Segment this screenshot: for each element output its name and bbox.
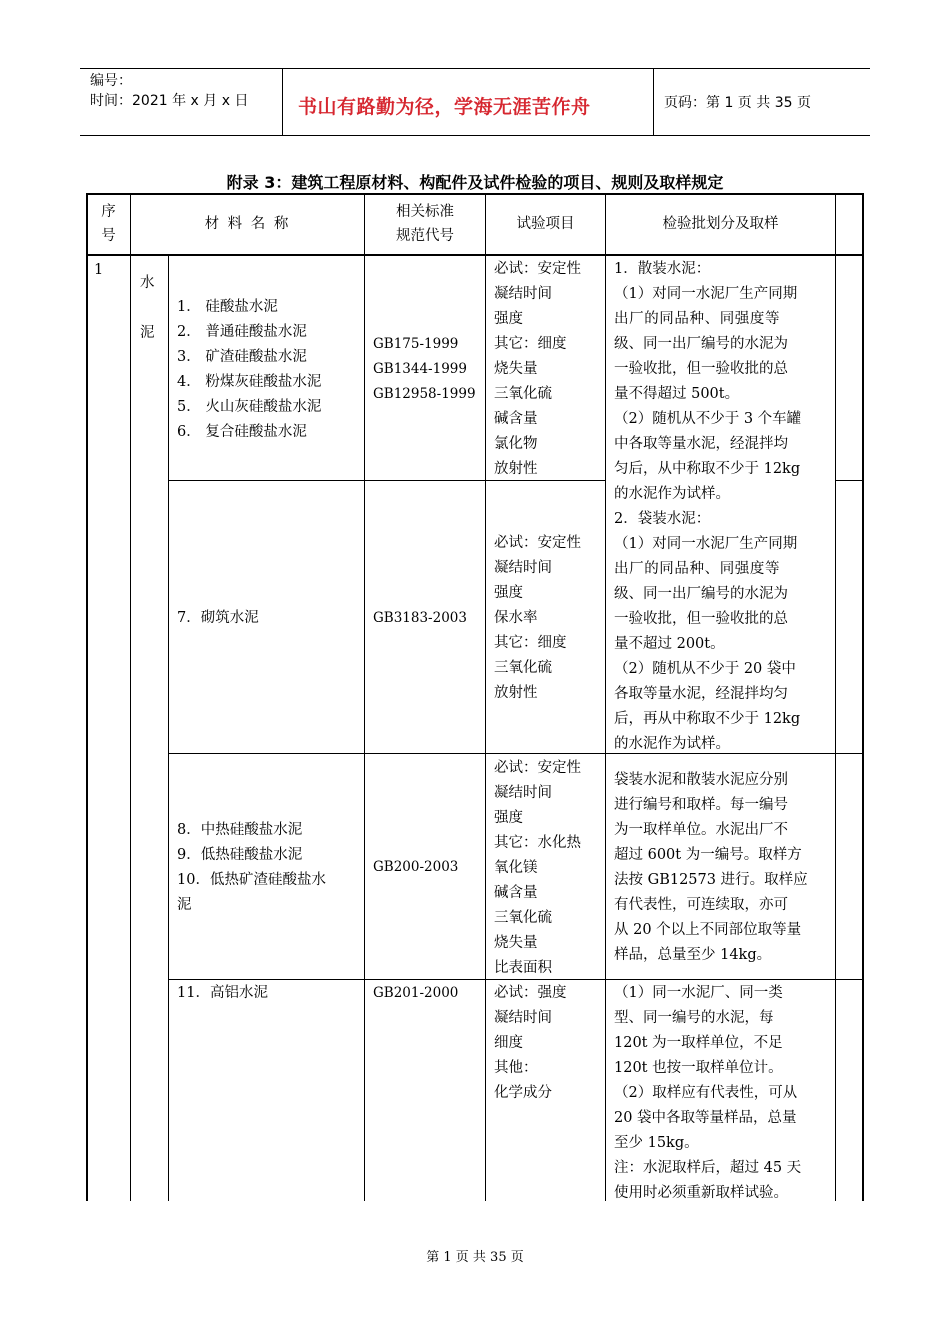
header-page-info: 页码：第 1 页 共 35 页: [664, 95, 811, 111]
header-divider-right: [653, 68, 654, 136]
test-item: 氯化物: [494, 436, 538, 452]
batch-line: 120t 也按一取样单位计。: [614, 1060, 783, 1076]
header-number-label: 编号：: [90, 73, 132, 89]
row2-tests: [494, 531, 581, 706]
header-bottom-rule: [80, 135, 870, 136]
material-name: 1． 硅酸盐水泥: [177, 299, 278, 315]
row1-tests: [494, 257, 581, 482]
batch-line: 样品，总量至少 14kg。: [614, 947, 772, 963]
batch-line: 后，再从中称取不少于 12kg: [614, 711, 801, 727]
batch-line: （1）同一水泥厂、同一类: [614, 985, 783, 1001]
header-seq-line-2: 号: [101, 228, 116, 244]
document-title: 附录 3：建筑工程原材料、构配件及试件检验的项目、规则及取样规定: [226, 173, 724, 192]
test-item: 保水率: [494, 610, 538, 626]
test-item: 三氧化硫: [494, 910, 552, 926]
row3-batch-sampling: [614, 768, 808, 968]
header-seq-line-1: 序: [101, 204, 116, 220]
row-divider-1-right: [835, 480, 863, 481]
batch-line: 2．袋装水泥：: [614, 511, 711, 527]
batch-line: 级、同一出厂编号的水泥为: [614, 336, 788, 352]
row2-material-names: [177, 606, 259, 631]
col-divider-standard: [485, 193, 486, 1201]
test-item: 碱含量: [494, 885, 538, 901]
standard-code: GB175-1999: [373, 336, 459, 352]
test-item: 凝结时间: [494, 286, 552, 302]
standard-code: GB201-2000: [373, 985, 459, 1001]
table-top-border: [86, 193, 863, 195]
category-char-1: 水: [140, 275, 155, 291]
test-item: 强度: [494, 585, 523, 601]
row4-material-names: [177, 981, 268, 1006]
header-material-name: 材 料 名 称: [204, 216, 291, 232]
standard-code: GB12958-1999: [373, 386, 476, 402]
standard-code: GB3183-2003: [373, 610, 467, 626]
batch-line: 各取等量水泥，经混拌均匀: [614, 686, 788, 702]
standard-code: GB200-2003: [373, 859, 459, 875]
test-item: 其它：细度: [494, 635, 567, 651]
batch-line: 使用时必须重新取样试验。: [614, 1185, 788, 1201]
header-standard: [365, 200, 485, 248]
batch-line: 法按 GB12573 进行。取样应: [614, 872, 808, 888]
batch-line: 至少 15kg。: [614, 1135, 699, 1151]
col-divider-category: [168, 254, 169, 1201]
test-item: 放射性: [494, 461, 538, 477]
row1-standards: [373, 332, 476, 407]
batch-line: （2）随机从不少于 20 袋中: [614, 661, 796, 677]
test-item: 凝结时间: [494, 560, 552, 576]
test-item: 必试：安定性: [494, 535, 581, 551]
material-name: 泥: [177, 897, 192, 913]
batch-line: 袋装水泥和散装水泥应分别: [614, 772, 788, 788]
page-footer: 第 1 页 共 35 页: [426, 1250, 524, 1265]
col-divider-batch: [835, 193, 836, 1201]
batch-line: 20 袋中各取等量样品，总量: [614, 1110, 797, 1126]
batch-sampling-merged: [614, 257, 801, 757]
col-divider-tests: [605, 193, 606, 1201]
batch-line: （2）随机从不少于 3 个车罐: [614, 411, 802, 427]
material-name: 7．砌筑水泥: [177, 610, 259, 626]
category-char-2: 泥: [140, 325, 155, 341]
test-item: 三氧化硫: [494, 660, 552, 676]
header-motto: 书山有路勤为径，学海无涯苦作舟: [298, 96, 591, 118]
material-name: 11．高铝水泥: [177, 985, 268, 1001]
test-item: 必试：安定性: [494, 760, 581, 776]
header-time-label: 时间：2021 年 x 月 x 日: [90, 93, 249, 109]
batch-line: 型、同一编号的水泥，每: [614, 1010, 774, 1026]
standard-code: GB1344-1999: [373, 361, 467, 377]
batch-line: 量不超过 200t。: [614, 636, 725, 652]
header-tests: 试验项目: [516, 216, 575, 232]
test-item: 强度: [494, 810, 523, 826]
row4-batch-sampling: [614, 981, 801, 1206]
header-seq: [87, 200, 130, 248]
material-name: 6． 复合硅酸盐水泥: [177, 424, 307, 440]
batch-line: 从 20 个以上不同部位取等量: [614, 922, 802, 938]
test-item: 细度: [494, 1035, 523, 1051]
row3-tests: [494, 756, 581, 981]
batch-line: 超过 600t 为一编号。取样方: [614, 847, 802, 863]
test-item: 三氧化硫: [494, 386, 552, 402]
batch-line: 1．散装水泥：: [614, 261, 711, 277]
batch-line: 中各取等量水泥，经混拌均: [614, 436, 788, 452]
row3-standards: [373, 855, 458, 880]
col-divider-name: [364, 193, 365, 1201]
material-name: 2． 普通硅酸盐水泥: [177, 324, 307, 340]
batch-line: 一验收批，但一验收批的总: [614, 361, 788, 377]
test-item: 化学成分: [494, 1085, 552, 1101]
batch-line: （1）对同一水泥厂生产同期: [614, 286, 798, 302]
batch-line: 120t 为一取样单位，不足: [614, 1035, 783, 1051]
batch-line: 一验收批，但一验收批的总: [614, 611, 788, 627]
row4-standards: [373, 981, 458, 1006]
batch-line: 的水泥作为试样。: [614, 736, 730, 752]
batch-line: 进行编号和取样。每一编号: [614, 797, 788, 813]
batch-line: 有代表性，可连续取，亦可: [614, 897, 788, 913]
header-batch: 检验批划分及取样: [662, 216, 779, 232]
material-name: 8．中热硅酸盐水泥: [177, 822, 303, 838]
batch-line: 量不得超过 500t。: [614, 386, 740, 402]
material-name: 4． 粉煤灰硅酸盐水泥: [177, 374, 322, 390]
test-item: 其它：水化热: [494, 835, 581, 851]
test-item: 必试：强度: [494, 985, 567, 1001]
header-standard-line-1: 相关标准: [396, 204, 454, 220]
row1-material-names: [177, 295, 321, 445]
row4-tests: [494, 981, 567, 1106]
batch-line: 匀后，从中称取不少于 12kg: [614, 461, 801, 477]
batch-line: 注：水泥取样后，超过 45 天: [614, 1160, 802, 1176]
test-item: 氧化镁: [494, 860, 538, 876]
batch-line: 的水泥作为试样。: [614, 486, 730, 502]
test-item: 其他：: [494, 1060, 538, 1076]
header-top-rule: [80, 68, 870, 69]
test-item: 碱含量: [494, 411, 538, 427]
batch-line: （2）取样应有代表性，可从: [614, 1085, 798, 1101]
material-name: 9．低热硅酸盐水泥: [177, 847, 303, 863]
row3-material-names: [177, 818, 326, 918]
col-divider-seq: [130, 193, 131, 1201]
table-header-border: [86, 254, 863, 256]
table-right-border: [862, 193, 864, 1201]
category-cement: [140, 258, 155, 358]
test-item: 凝结时间: [494, 1010, 552, 1026]
test-item: 凝结时间: [494, 785, 552, 801]
batch-line: 出厂的同品种、同强度等: [614, 561, 781, 577]
test-item: 强度: [494, 311, 523, 327]
material-name: 5． 火山灰硅酸盐水泥: [177, 399, 322, 415]
batch-line: 为一取样单位。水泥出厂不: [614, 822, 788, 838]
batch-line: 级、同一出厂编号的水泥为: [614, 586, 788, 602]
material-name: 10．低热矿渣硅酸盐水: [177, 872, 326, 888]
row2-standards: [373, 606, 467, 631]
material-name: 3． 矿渣硅酸盐水泥: [177, 349, 307, 365]
test-item: 放射性: [494, 685, 538, 701]
test-item: 烧失量: [494, 361, 538, 377]
table-left-border: [86, 193, 88, 1201]
test-item: 其它：细度: [494, 336, 567, 352]
test-item: 必试：安定性: [494, 261, 581, 277]
header-divider-left: [282, 68, 283, 136]
header-standard-line-2: 规范代号: [396, 228, 454, 244]
test-item: 比表面积: [494, 960, 552, 976]
batch-line: 出厂的同品种、同强度等: [614, 311, 781, 327]
test-item: 烧失量: [494, 935, 538, 951]
seq-number: 1: [94, 262, 104, 278]
batch-line: （1）对同一水泥厂生产同期: [614, 536, 798, 552]
